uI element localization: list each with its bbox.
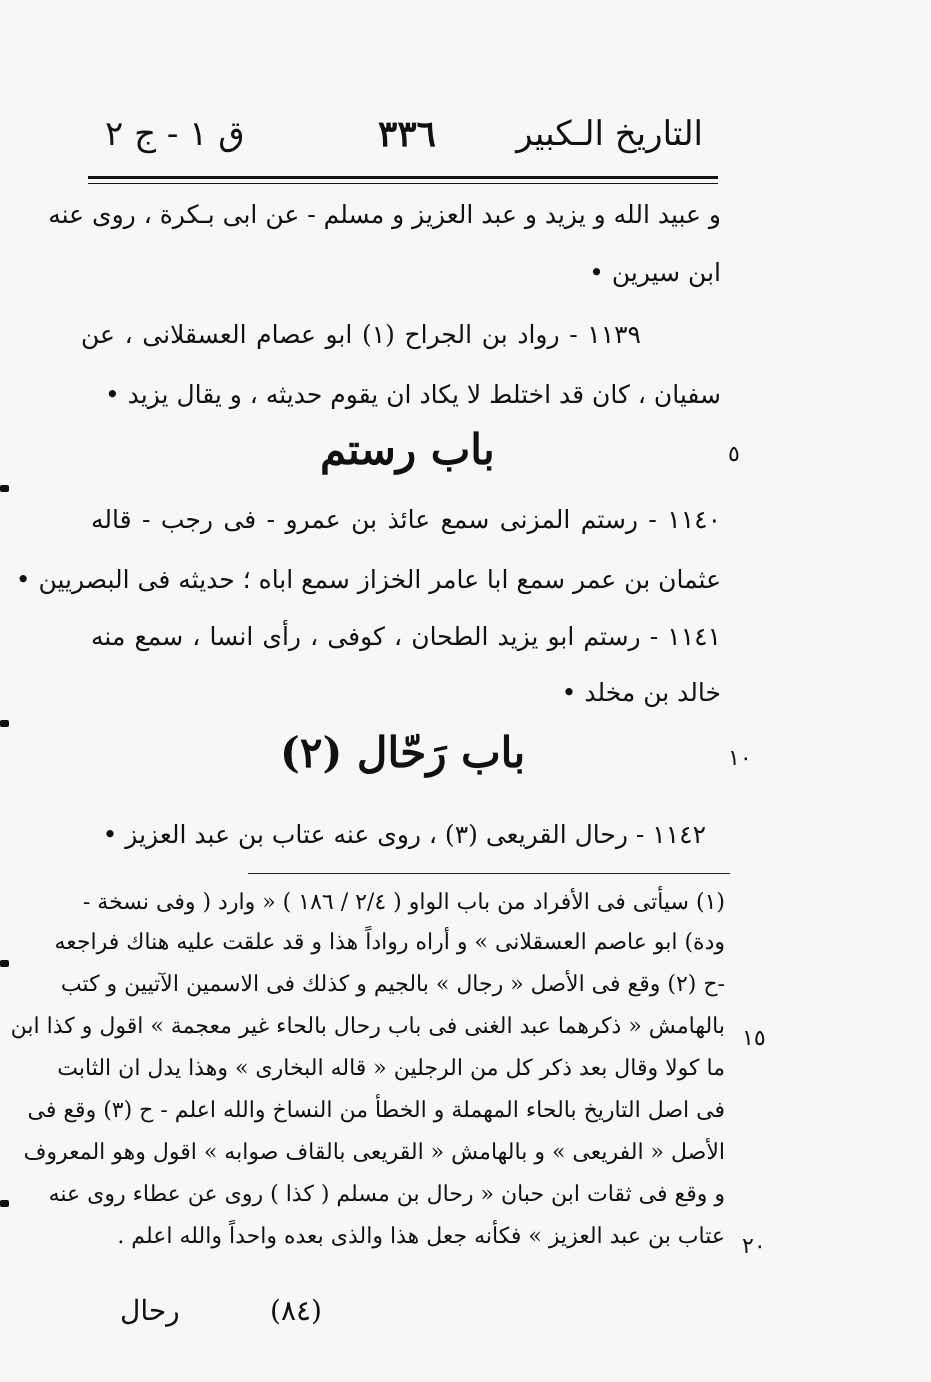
body-line: عثمان بن عمر سمع ابا عامر الخزاز سمع اباه ؛ حديثه فى البصريين •: [15, 565, 721, 594]
body-line: خالد بن مخلد •: [561, 678, 721, 707]
footnote-line: الأصل « الفريعى » و بالهامش « القريعى بالقاف صوابه » اقول وهو المعروف: [23, 1140, 725, 1165]
entry-1139: ١١٣٩ - رواد بن الجراح (١) ابو عصام العسقلانى ، عن: [81, 320, 641, 349]
footnote-line: فى اصل التاريخ بالحاء المهملة و الخطأ من النساخ والله اعلم - ح (٣) وقع فى: [27, 1098, 725, 1123]
binding-mark: [0, 720, 9, 727]
footnote-line: -ح (٢) وقع فى الأصل « رجال » بالجيم و كذلك فى الاسمين الآتيين و كتب: [60, 972, 725, 997]
header-rule-thick: [88, 176, 718, 179]
entry-1140: ١١٤٠ - رستم المزنى سمع عائذ بن عمرو - فى رجب - قاله: [91, 505, 721, 534]
signature-mark: (٨٤): [270, 1294, 322, 1327]
page-number: ٣٣٦: [378, 113, 437, 155]
catchword: رحال: [120, 1294, 180, 1327]
book-title-header: التاريخ الـكبير: [516, 114, 703, 154]
line-number-10: ١٠: [728, 746, 752, 771]
body-line: ابن سيرين •: [589, 258, 721, 287]
section-heading-rustam: باب رستم: [320, 425, 495, 474]
entry-1141: ١١٤١ - رستم ابو يزيد الطحان ، كوفى ، رأى انسا ، سمع منه: [91, 622, 721, 651]
binding-mark: [0, 485, 9, 492]
footnote-line: ودة) ابو عاصم العسقلانى » و أراه رواداً هذا و قد علقت عليه هناك فراجعه: [54, 930, 725, 955]
volume-part-label: ق ١ - ج ٢: [105, 114, 245, 154]
section-heading-rahhal: باب رَحّال (٢): [280, 728, 526, 777]
line-number-5: ٥: [728, 442, 740, 467]
body-line: و عبيد الله و يزيد و عبد العزيز و مسلم - عن ابى بـكرة ، روى عنه: [48, 200, 721, 229]
binding-mark: [0, 960, 9, 967]
footnote-line: ما كولا وقال بعد ذكر كل من الرجلين « قاله البخارى » وهذا يدل ان الثابت: [57, 1056, 725, 1081]
body-line: سفيان ، كان قد اختلط لا يكاد ان يقوم حديثه ، و يقال يزيد •: [104, 380, 721, 409]
line-number-15: ١٥: [742, 1026, 766, 1051]
footnote-line: بالهامش « ذكرهما عبد الغنى فى باب رحال بالحاء غير معجمة » اقول و كذا ابن: [10, 1014, 725, 1039]
footnote-line: و وقع فى ثقات ابن حبان « رحال بن مسلم ( كذا ) روى عن عطاء روى عنه: [48, 1182, 725, 1207]
footnote-line: (١) سيأتى فى الأفراد من باب الواو ( ٢/٤ / ١٨٦ ) « وارد ( وفى نسخة -: [82, 890, 725, 915]
entry-1142: ١١٤٢ - رحال القريعى (٣) ، روى عنه عتاب بن عبد العزيز •: [102, 820, 706, 849]
line-number-20: ٢٠: [742, 1234, 766, 1259]
footnote-separator: [248, 873, 730, 874]
footnote-line: عتاب بن عبد العزيز » فكأنه جعل هذا والذى بعده واحداً والله اعلم .: [117, 1224, 725, 1249]
binding-mark: [0, 1200, 9, 1207]
header-rule-thin: [88, 183, 718, 184]
